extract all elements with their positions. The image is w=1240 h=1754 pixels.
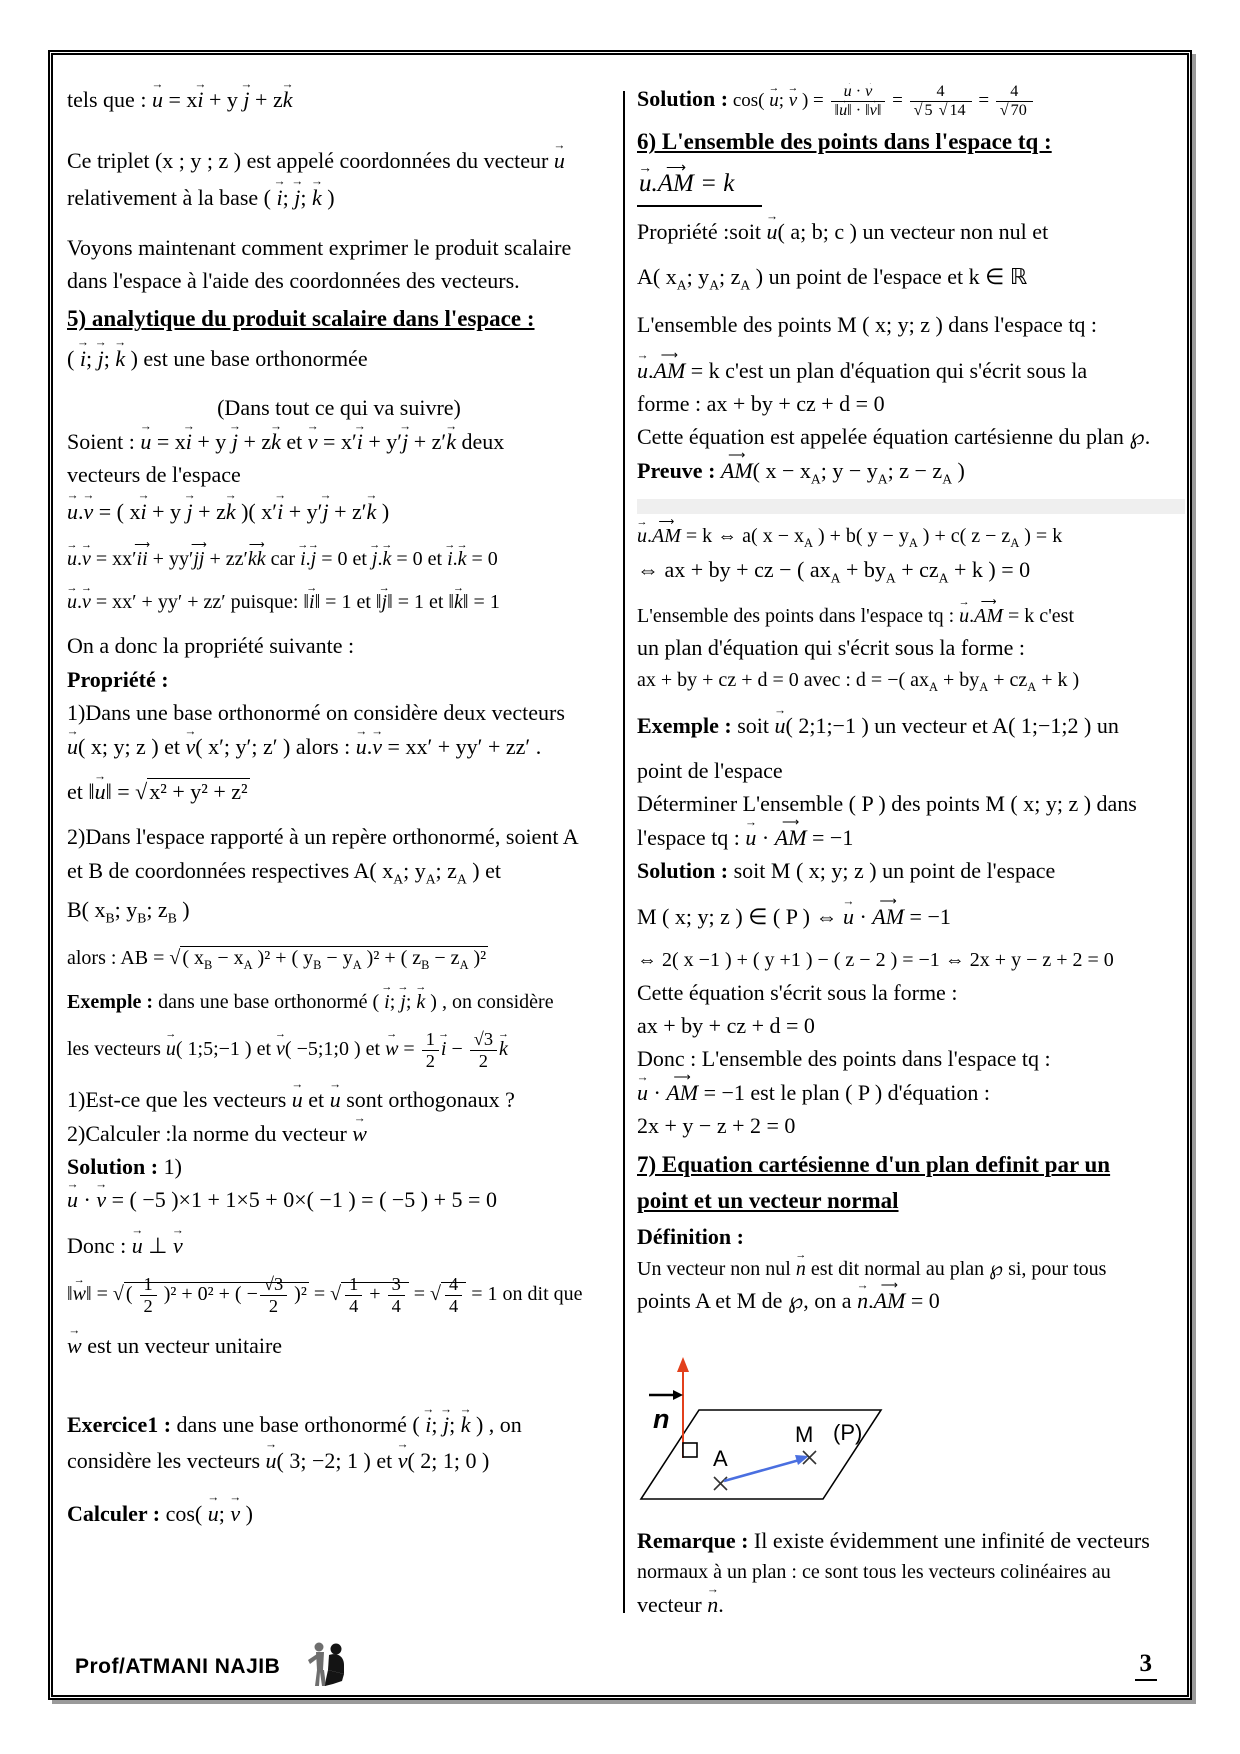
text-line: 2)Dans l'espace rapporté à un repère orthonormé, soient A bbox=[67, 824, 579, 850]
text-line: tels que : → u = x→ i + y → j + z→ k bbox=[67, 83, 611, 116]
text-line: Exercice1 : dans une base orthonormé ( → i; → j; → k ) , on bbox=[67, 1408, 611, 1441]
formula-line: Calculer : cos( → u; → v ) bbox=[67, 1494, 611, 1535]
formula-line: Donc : → u ⊥ → v bbox=[67, 1229, 611, 1262]
formula-line: l'espace tq : → u · ⟶ AM = −1 bbox=[637, 821, 1185, 854]
text-line: L'ensemble des points dans l'espace tq : → u.⟶ AM = k c'est bbox=[637, 601, 1185, 631]
m-label: M bbox=[795, 1421, 814, 1447]
formula-line: alors : AB = √ ( $x_B - x_A$ )² + ( $y_B - y_A$ )² + ( $z_B - z_A$ )² bbox=[67, 946, 487, 972]
section-7-heading-line1: 7) Equation cartésienne d'un plan definit par un bbox=[637, 1151, 1111, 1177]
text-line: L'ensemble des points M ( x; y; z ) dans l'espace tq : bbox=[637, 312, 1098, 338]
section-6-heading: 6) L'ensemble des points dans l'espace tq : bbox=[637, 129, 1052, 155]
normal-vector-plane-diagram bbox=[637, 1352, 937, 1522]
text-line: (Dans tout ce qui va suivre) bbox=[217, 395, 461, 421]
text-line: vecteur → n. bbox=[637, 1588, 1185, 1621]
column-divider bbox=[623, 91, 625, 1613]
normal-vector-arrowhead bbox=[677, 1357, 689, 1372]
text-line: → w est un vecteur unitaire bbox=[67, 1329, 611, 1362]
formula-line: les vecteurs → u( 1;5;−1 ) et → v( −5;1;0 ) et → w = $\frac{1}{2}$ → i − $\frac{√3}{2}$ → k bbox=[67, 1029, 611, 1071]
text-line: point de l'espace bbox=[637, 758, 783, 783]
text-line: On a donc la propriété suivante : bbox=[67, 633, 355, 659]
text-line: Donc : L'ensemble des points dans l'espace tq : bbox=[637, 1046, 1051, 1072]
text-line: Propriété :soit → u( a; b; c ) un vecteur non nul et bbox=[637, 215, 1185, 248]
formula-line: ⇔ ax + by + cz − ( $ax_A + by_A + cz_A + k$ ) = 0 bbox=[637, 556, 1031, 586]
n-label-arrowhead bbox=[673, 1390, 683, 1400]
formula-line: → u.→ v = xx′ + yy′ + zz′ puisque: ‖→ i‖ = 1 et ‖→ j‖ = 1 et ‖→ k‖ = 1 bbox=[67, 587, 611, 617]
text-line: Cette équation s'écrit sous la forme : bbox=[637, 979, 958, 1005]
text-line: Un vecteur non nul → n est dit normal au plan ℘ si, pour tous bbox=[637, 1254, 1185, 1284]
left-column bbox=[67, 83, 611, 1535]
section-6-equation: → u.⟶ AM = k bbox=[637, 162, 1185, 215]
formula-line: considère les vecteurs → u( 3; −2; 1 ) et → v( 2; 1; 0 ) bbox=[67, 1441, 611, 1482]
page-number: 3 bbox=[1135, 1650, 1158, 1681]
a-label: A bbox=[713, 1445, 728, 1471]
formula-line: → u · → v = ( −5 )×1 + 1×5 + 0×( −1 ) = ( −5 ) + 5 = 0 bbox=[67, 1183, 611, 1216]
formula-line: ‖→ w‖ = √ ( $\frac{1}{2}$ )² + 0² + ( − $\frac{√3}{2}$ )² = √ $\frac{1}{4}$ + $\frac{3}{4}$ = √ $\frac{4}{4}$ = 1 on dit que bbox=[67, 1274, 611, 1316]
formula-line: → u · ⟶ AM = −1 est le plan ( P ) d'équation : bbox=[637, 1076, 1185, 1109]
formula-line: B( $x_B$; $y_B$; $z_B$ ) bbox=[67, 896, 190, 926]
right-angle-mark bbox=[683, 1443, 697, 1457]
text-line: et B de coordonnées respectives A( $x_A$; $y_A$; $z_A$ ) et bbox=[67, 857, 501, 887]
teacher-and-student-silhouette-icon bbox=[305, 1637, 351, 1689]
formula-line: ⇔ 2( x −1 ) + ( y +1 ) − ( z − 2 ) = −1 ⇔ 2x + y − z + 2 = 0 bbox=[637, 949, 1114, 972]
text-line: 1)Dans une base orthonormé on considère deux vecteurs bbox=[67, 700, 565, 726]
text-line: Déterminer L'ensemble ( P ) des points M ( x; y; z ) dans bbox=[637, 791, 1137, 817]
text-line: Preuve : ⟶ AM( $x - x_A$; $y - y_A$; $z - z_A$ ) bbox=[637, 454, 1185, 490]
formula-line: → u.⟶ AM = k ⇔ a( $x - x_A$ ) + b( $y - y_A$ ) + c( $z - z_A$ ) = k bbox=[637, 521, 1185, 553]
text-line: vecteurs de l'espace bbox=[67, 462, 241, 488]
footer-author: Prof/ATMANI NAJIB bbox=[75, 1655, 281, 1678]
formula-line: → u( x; y; z ) et → v( x′; y′; z′ ) alors : → u.→ v = xx′ + yy′ + zz′ . bbox=[67, 730, 611, 763]
section-5-heading: 5) analytique du produit scalaire dans l'espace : bbox=[67, 306, 535, 332]
n-label: n bbox=[653, 1403, 670, 1434]
formula-line: Soient : → u = x→ i + y → j + z→ k et → v = x′→ i + y′→ j + z′→ k deux bbox=[67, 425, 611, 458]
text-line: Ce triplet (x ; y ; z ) est appelé coordonnées du vecteur → u bbox=[67, 144, 611, 177]
document-page bbox=[48, 50, 1192, 1700]
text-line: dans l'espace à l'aide des coordonnées des vecteurs. bbox=[67, 268, 520, 293]
text-line: relativement à la base ( → i; → j; → k ) bbox=[67, 178, 611, 219]
text-line: un plan d'équation qui s'écrit sous la forme : bbox=[637, 635, 1025, 661]
text-line: Solution : 1) bbox=[67, 1154, 182, 1179]
plane-label: (P) bbox=[833, 1419, 863, 1445]
text-line: 2)Calculer :la norme du vecteur → w bbox=[67, 1117, 611, 1150]
solution-formula-line: Solution : cos( → u; → v ) = → $\frac{u \cdot \to v}{‖\to u‖ \cdot ‖\to v‖}$ = $\frac{4}{√ 5 √ 14}$ = $\frac{4}{√ 70}$ bbox=[637, 83, 1185, 120]
right-column bbox=[637, 83, 1185, 1621]
text-line: Remarque : Il existe évidemment une infinité de vecteurs bbox=[637, 1527, 1150, 1553]
text-line: Exemple : dans une base orthonormé ( → i; → j; → k ) , on considère bbox=[67, 987, 611, 1017]
text-line: Solution : soit M ( x; y; z ) un point de l'espace bbox=[637, 858, 1056, 884]
formula-line: M ( x; y; z ) ∈ ( P ) ⇔ → u · ⟶ AM = −1 bbox=[637, 900, 1185, 933]
text-line: points A et M de ℘, on a → n.⟶ AM = 0 bbox=[637, 1284, 1185, 1317]
highlight-band bbox=[637, 499, 1185, 514]
text-line: ( → i; → j; → k ) est une base orthonormée bbox=[67, 339, 611, 380]
text-line: → u.⟶ AM = k c'est un plan d'équation qui s'écrit sous la bbox=[637, 354, 1185, 387]
text-line: Voyons maintenant comment exprimer le produit scalaire bbox=[67, 234, 572, 260]
formula-line: forme : ax + by + cz + d = 0 bbox=[637, 390, 885, 416]
formula-line: et ‖→ u‖ = √x² + y² + z² bbox=[67, 775, 611, 808]
formula-line: → u.→ v = xx′⟶ ii + yy′⟶ jj + zz′⟶ kk car → i.→ j = 0 et → j.→ k = 0 et → i.→ k = 0 bbox=[67, 544, 611, 574]
text-line: Exemple : soit → u( 2;1;−1 ) un vecteur et A( 1;−1;2 ) un bbox=[637, 709, 1185, 742]
formula-line: → u.→ v = ( x→ i + y → j + z→ k )( x′→ i + y′→ j + z′→ k ) bbox=[67, 492, 611, 533]
formula-line: 2x + y − z + 2 = 0 bbox=[637, 1113, 796, 1139]
formula-line: A( $x_A$; $y_A$; $z_A$ ) un point de l'espace et k ∈ ℝ bbox=[637, 263, 1028, 293]
section-7-heading-line2: point et un vecteur normal bbox=[637, 1188, 899, 1214]
property-label: Propriété : bbox=[67, 666, 169, 692]
text-line: 1)Est-ce que les vecteurs → u et → u sont orthogonaux ? bbox=[67, 1083, 611, 1116]
text-line: Cette équation est appelée équation cartésienne du plan ℘. bbox=[637, 424, 1151, 450]
formula-line: ax + by + cz + d = 0 avec : d = −( $ax_A + by_A + cz_A + k$ ) bbox=[637, 668, 1080, 694]
formula-line: ax + by + cz + d = 0 bbox=[637, 1013, 815, 1039]
text-line: normaux à un plan : ce sont tous les vecteurs colinéaires au bbox=[637, 1561, 1111, 1584]
definition-label: Définition : bbox=[637, 1224, 744, 1250]
